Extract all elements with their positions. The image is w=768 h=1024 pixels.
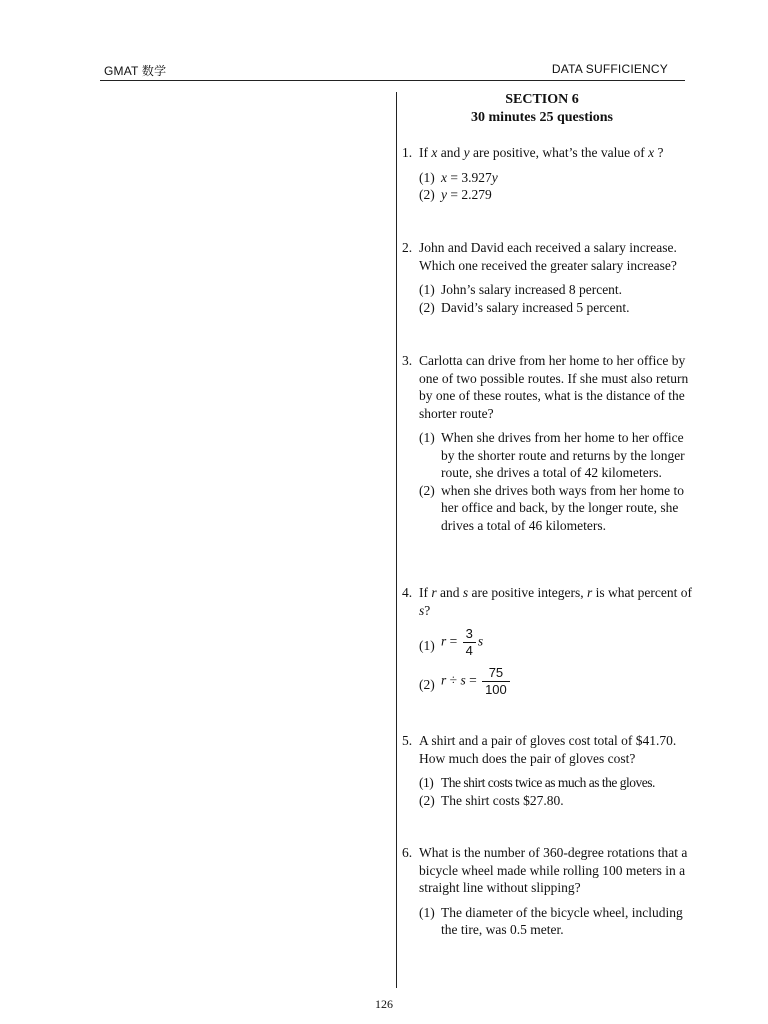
statement-1: (1) When she drives from her home to her office by the shorter route and returns by the longer route, she drives a total of 42 kilometers. xyxy=(419,430,685,480)
header-divider xyxy=(100,80,685,81)
question-number: 3. xyxy=(402,353,413,368)
statement-2: (2) The shirt costs $27.80. xyxy=(419,792,564,808)
header-left-title: GMAT 数学 xyxy=(104,64,167,78)
question-stem: 6. What is the number of 360-degree rotations that a bicycle wheel made while rolling 100 meters in a straight line without slipping? xyxy=(402,845,688,895)
question-number: 1. xyxy=(402,145,413,160)
question-6 xyxy=(402,844,694,939)
question-stem: 3. Carlotta can drive from her home to her office by one of two possible routes. If she must also return by one of these routes, what is the distance of the shorter route? xyxy=(402,353,689,421)
question-stem: 1. If x and y are positive, what’s the value of x ? xyxy=(402,145,664,160)
question-stem: 4. If r and s are positive integers, r is what percent of s? xyxy=(402,585,692,618)
statement-1: (1) The shirt costs twice as much as the gloves. xyxy=(419,775,655,790)
statement-2: (2) when she drives both ways from her home to her office and back, by the longer route, she drives a total of 46 kilometers. xyxy=(419,482,684,533)
question-number: 4. xyxy=(402,585,413,600)
column-divider xyxy=(396,92,397,988)
question-number: 2. xyxy=(402,240,413,255)
question-options xyxy=(402,429,694,534)
section-subtitle: 30 minutes 25 questions xyxy=(471,110,613,125)
question-5 xyxy=(402,732,694,809)
question-stem: 5. A shirt and a pair of gloves cost total of $41.70. How much does the pair of gloves cost? xyxy=(402,733,677,766)
fraction: $\frac{3}{4}$ xyxy=(463,626,476,659)
section-title: SECTION 6 xyxy=(505,92,579,107)
question-2 xyxy=(402,239,694,316)
statement-2: (2) r ÷ s = $\frac{75}{100}$ xyxy=(419,665,694,698)
question-number: 6. xyxy=(402,845,413,860)
statement-1: (1) r = $\frac{3}{4}$ s xyxy=(419,626,484,658)
question-options xyxy=(402,281,694,316)
question-options xyxy=(402,774,694,809)
question-1 xyxy=(402,144,694,204)
statement-1: (1) John’s salary increased 8 percent. xyxy=(419,282,623,297)
statement-1: (1) The diameter of the bicycle wheel, including the tire, was 0.5 meter. xyxy=(419,904,683,937)
question-stem: 2. John and David each received a salary increase. Which one received the greater salary increase? xyxy=(402,240,677,273)
question-options xyxy=(402,626,694,698)
statement-2: (2) y = 2.279 xyxy=(419,187,492,202)
fraction: $\frac{75}{100}$ xyxy=(482,665,510,698)
question-options xyxy=(402,169,694,204)
question-4 xyxy=(402,584,694,698)
page-number: 126 xyxy=(375,997,393,1011)
question-number: 5. xyxy=(402,733,413,748)
statement-1: (1) x = 3.927y xyxy=(419,169,498,185)
question-options xyxy=(402,904,694,939)
question-3 xyxy=(402,352,694,534)
header-right-title: DATA SUFFICIENCY xyxy=(551,62,668,76)
statement-2: (2) David’s salary increased 5 percent. xyxy=(419,299,630,315)
